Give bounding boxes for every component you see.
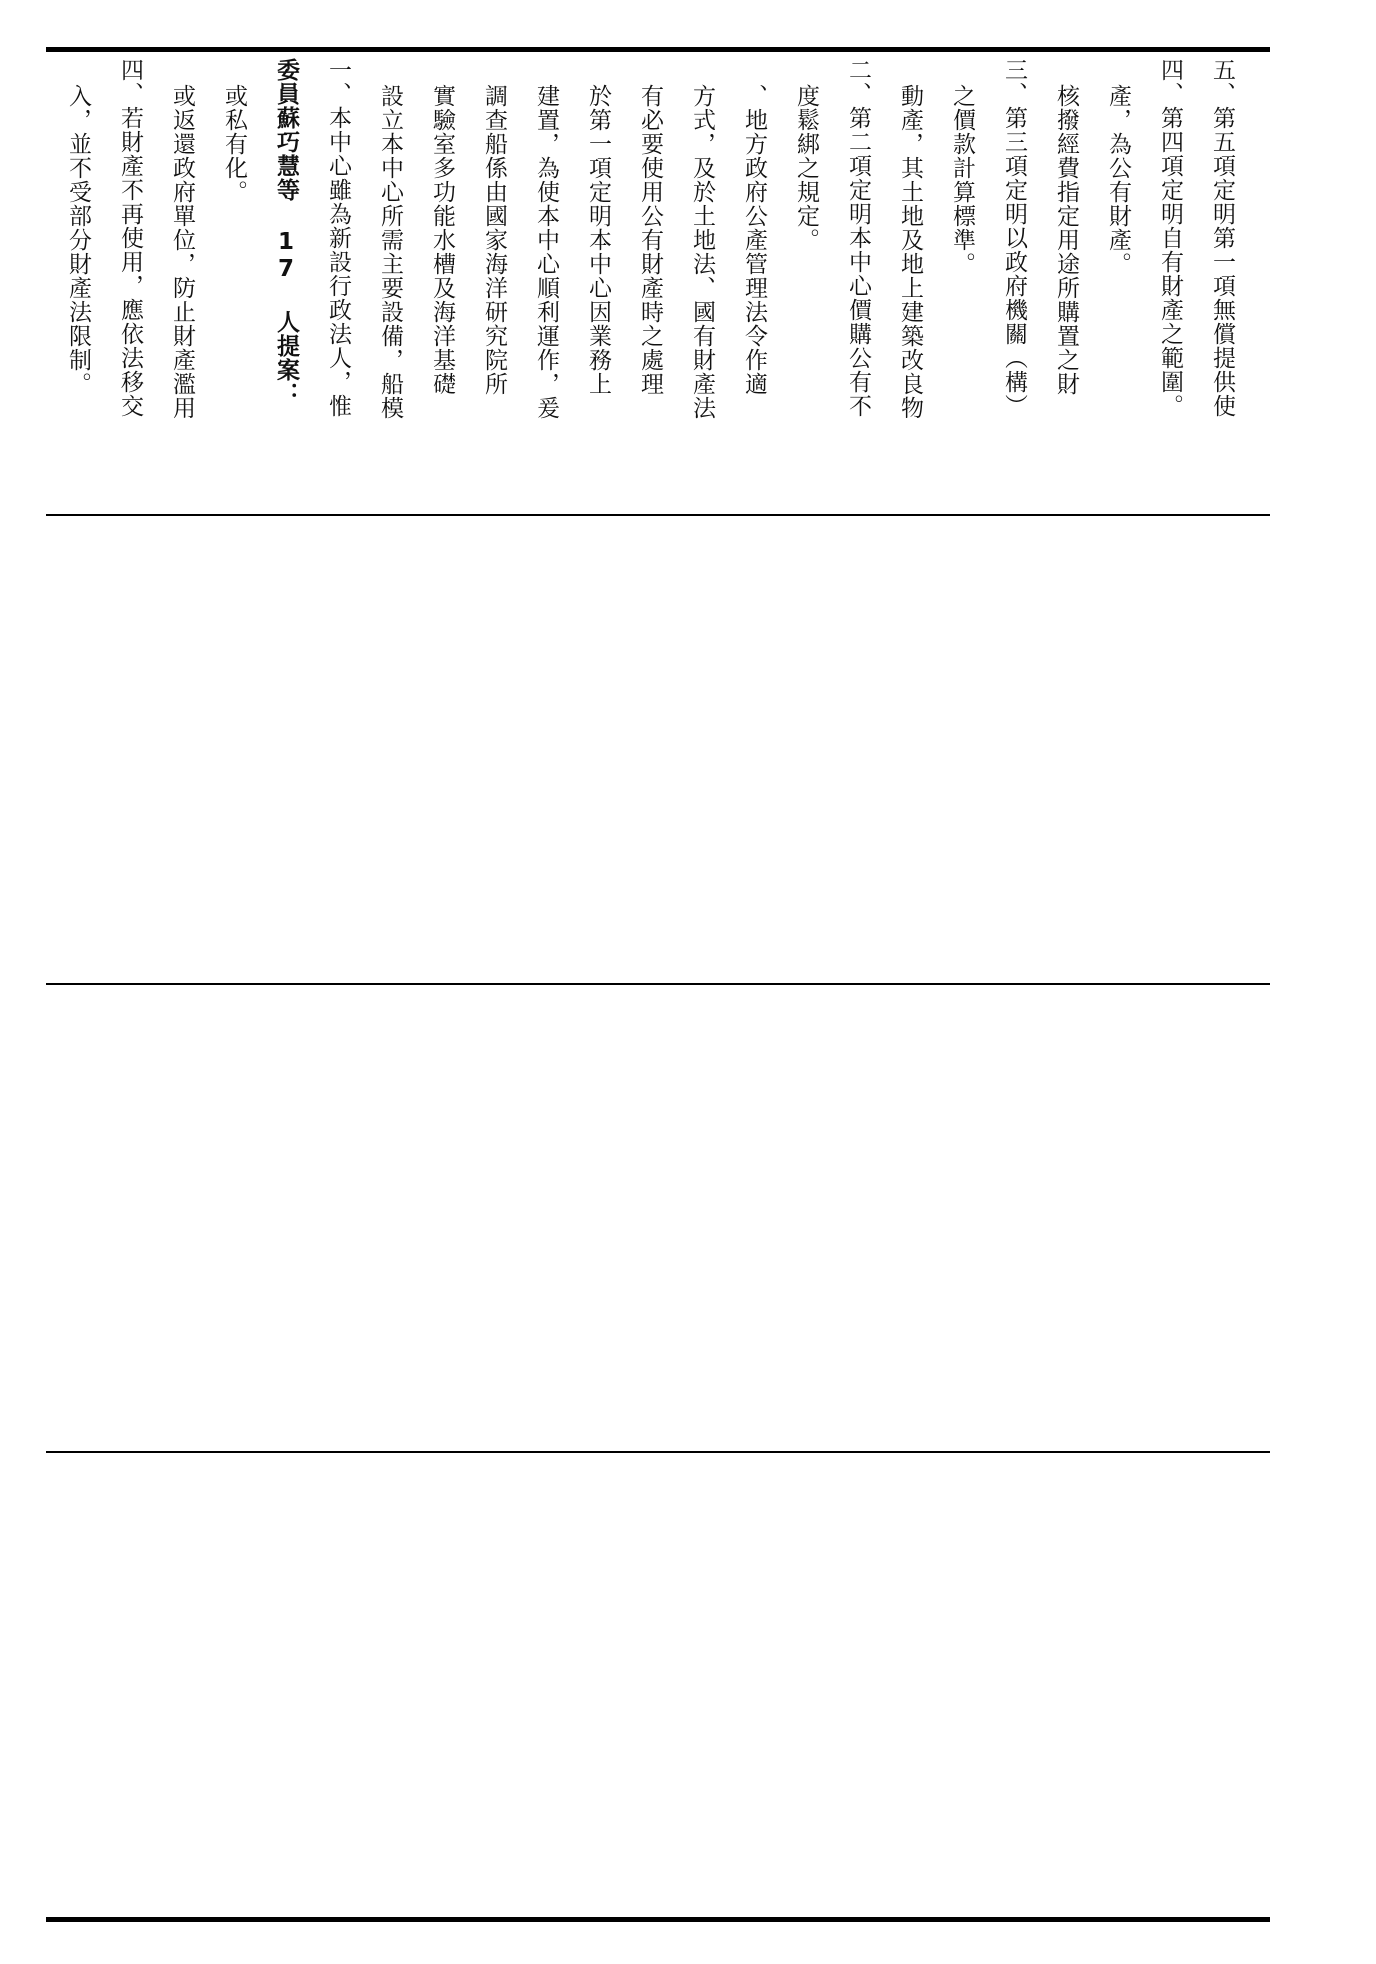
text-line: 或返還政府單位，防止財產濫用 [169,84,195,420]
text-line: 調查船係由國家海洋研究院所 [481,84,507,396]
text-line: 一、本中心雖為新設行政法人，惟 [325,58,351,418]
text-line: 五、第五項定明第一項無償提供使 [1209,58,1235,418]
text-line: 產，為公有財產。 [1105,84,1131,276]
table-bottom-border [46,1917,1270,1922]
text-line: 二、第二項定明本中心價購公有不 [845,58,871,418]
table-cell-explanation [58,58,1258,508]
text-line: 設立本中心所需主要設備，船模 [377,84,403,420]
proposal-heading: 委員蘇巧慧等 17 人提案： [273,58,299,406]
text-line: 核撥經費指定用途所購置之財 [1053,84,1079,396]
text-line: 度鬆綁之規定。 [793,84,819,252]
table-row-divider [46,983,1270,985]
text-line: 動產，其土地及地上建築改良物 [897,84,923,420]
text-line: 有必要使用公有財產時之處理 [637,84,663,396]
text-line: 之價款計算標準。 [949,84,975,276]
text-line: 入，並不受部分財產法限制。 [65,84,91,396]
text-line: 方式，及於土地法、國有財產法 [689,84,715,420]
table-top-border [46,47,1270,52]
text-line: 四、若財產不再使用，應依法移交 [117,58,143,418]
text-line: 於第一項定明本中心因業務上 [585,84,611,396]
text-line: 、地方政府公產管理法令作適 [741,84,767,396]
text-line: 三、第三項定明以政府機關（構） [1001,58,1027,418]
text-line: 實驗室多功能水槽及海洋基礎 [429,84,455,396]
text-line: 建置，為使本中心順利運作，爰 [533,84,559,420]
table-row-divider [46,1451,1270,1453]
table-row-divider [46,514,1270,516]
text-line: 或私有化。 [221,84,247,204]
text-line: 四、第四項定明自有財產之範圍。 [1157,58,1183,418]
